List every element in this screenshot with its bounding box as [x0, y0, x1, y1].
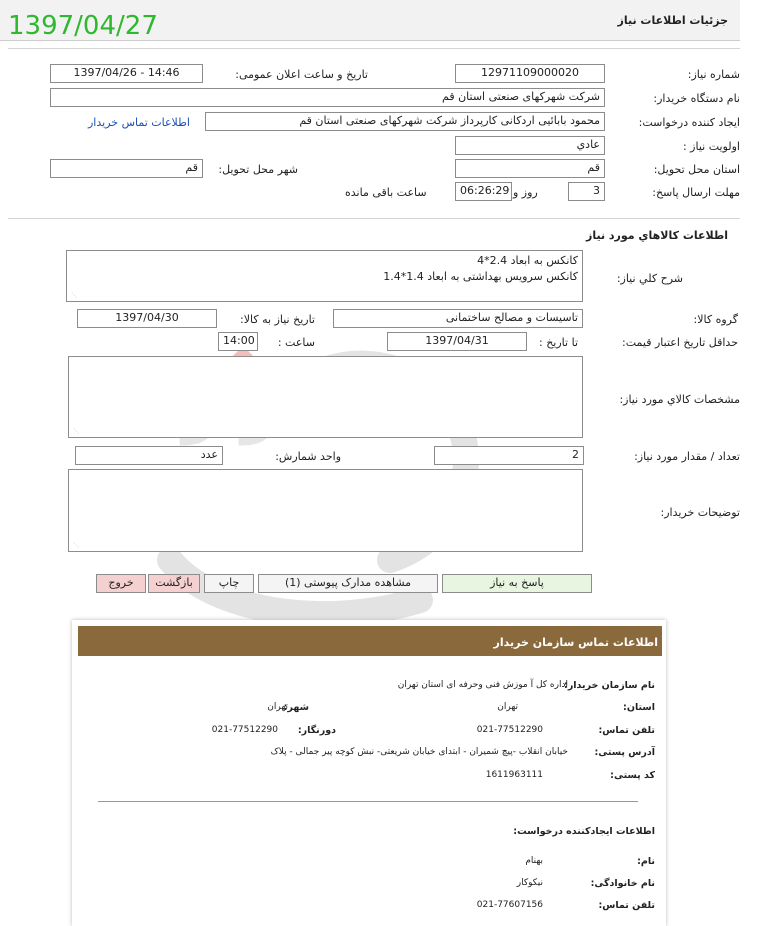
city-field[interactable]: قم — [50, 159, 203, 178]
contact-city-value: تهران — [267, 702, 288, 712]
city-label: شهر محل تحویل: — [218, 163, 298, 176]
validity-date-field[interactable]: 1397/04/31 — [387, 332, 527, 351]
contact-divider — [98, 801, 638, 802]
buyer-org-label: نام دستگاه خریدار: — [653, 92, 740, 105]
contact-fax-label: دورنگار: — [297, 725, 336, 736]
time-left-field[interactable]: 06:26:29 — [455, 182, 512, 201]
contact-phone-value: 021-77512290 — [476, 725, 543, 735]
creator-phone-label: تلفن تماس: — [598, 900, 655, 911]
contact-province-label: استان: — [623, 702, 655, 713]
creator-name-value: بهنام — [525, 856, 543, 866]
need-number-label: شماره نیاز: — [687, 68, 740, 81]
buyer-org-field[interactable]: شرکت شهرکهای صنعتی استان قم — [50, 88, 605, 107]
requester-label: ایجاد کننده درخواست: — [638, 116, 740, 129]
view-docs-button[interactable]: مشاهده مدارک پیوستی (1) — [258, 574, 438, 593]
specs-textarea[interactable]: ⋰ — [68, 356, 583, 438]
qty-field[interactable]: 2 — [434, 446, 584, 465]
goods-divider — [8, 218, 740, 219]
priority-field[interactable]: عادي — [455, 136, 605, 155]
unit-field[interactable]: عدد — [75, 446, 223, 465]
province-label: استان محل تحویل: — [653, 163, 740, 176]
need-date-label: تاریخ نیاز به کالا: — [240, 313, 315, 326]
announce-field[interactable]: 1397/04/26 - 14:46 — [50, 64, 203, 83]
buyer-contact-link[interactable]: اطلاعات تماس خریدار — [88, 116, 190, 129]
deadline-label: مهلت ارسال پاسخ: — [652, 186, 740, 199]
contact-fax-value: 021-77512290 — [211, 725, 278, 735]
notes-textarea[interactable]: ⋰ — [68, 469, 583, 552]
back-button[interactable]: بازگشت — [148, 574, 200, 593]
requester-field[interactable]: محمود بابائیی اردکانی کارپرداز شرکت شهرکهای صنعتی استان قم — [205, 112, 605, 131]
contact-address-label: آدرس پستی: — [594, 747, 655, 758]
print-button[interactable]: چاپ — [204, 574, 254, 593]
page-title: جزئیات اطلاعات نیاز — [617, 14, 728, 27]
creator-section-title: اطلاعات ایجادکننده درخواست: — [513, 826, 655, 837]
contact-title: اطلاعات تماس سازمان خریدار — [493, 636, 658, 649]
creator-phone-value: 021-77607156 — [476, 900, 543, 910]
announce-label: تاریخ و ساعت اعلان عمومی: — [235, 68, 368, 81]
deadline-days-field[interactable]: 3 — [568, 182, 605, 201]
contact-phone-label: تلفن تماس: — [598, 725, 655, 736]
priority-label: اولویت نیاز : — [682, 140, 740, 153]
qty-label: تعداد / مقدار مورد نیاز: — [634, 450, 740, 463]
specs-label: مشخصات کالاي مورد نیاز: — [619, 393, 740, 406]
need-date-field[interactable]: 1397/04/30 — [77, 309, 217, 328]
desc-line-1: کانکس به ابعاد 2.4*4 — [477, 254, 578, 267]
desc-textarea[interactable]: کانکس به ابعاد 2.4*4 کانکس سرویس بهداشتی به ابعاد 1.4*1.4 ⋰ — [66, 250, 583, 302]
remaining-word: ساعت باقی مانده — [345, 186, 427, 199]
group-label: گروه کالا: — [693, 313, 738, 326]
days-word: روز و — [513, 186, 538, 199]
hour-label: ساعت : — [277, 336, 315, 349]
date-stamp: 1397/04/27 — [8, 11, 158, 41]
contact-postal-value: 1611963111 — [485, 770, 543, 780]
until-label: تا تاریخ : — [539, 336, 578, 349]
contact-city-label: شهر: — [283, 702, 309, 713]
contact-province-value: تهران — [497, 702, 518, 712]
contact-org-value: اداره کل آ موزش فنی وحرفه ای استان تهران — [397, 680, 568, 690]
contact-org-label: نام سازمان خریدار: — [564, 680, 655, 691]
notes-label: توضیحات خریدار: — [660, 506, 740, 519]
province-field[interactable]: قم — [455, 159, 605, 178]
contact-postal-label: کد پستی: — [610, 770, 655, 781]
group-field[interactable]: تاسیسات و مصالح ساختمانی — [333, 309, 583, 328]
creator-family-value: نیکوکار — [516, 878, 543, 888]
desc-line-2: کانکس سرویس بهداشتی به ابعاد 1.4*1.4 — [383, 270, 578, 283]
creator-family-label: نام خانوادگی: — [590, 878, 655, 889]
hour-field[interactable]: 14:00 — [218, 332, 258, 351]
validity-label: حداقل تاریخ اعتبار قیمت: — [622, 336, 738, 349]
desc-label: شرح کلي نیاز: — [616, 272, 683, 285]
unit-label: واحد شمارش: — [275, 450, 341, 463]
goods-section-title: اطلاعات کالاهاي مورد نیاز — [586, 229, 728, 242]
reply-button[interactable]: پاسخ به نیاز — [442, 574, 592, 593]
exit-button[interactable]: خروج — [96, 574, 146, 593]
contact-card — [72, 620, 666, 926]
creator-name-label: نام: — [637, 856, 655, 867]
contact-address-value: خیابان انقلاب -پیچ شمیران - ابتدای خیابان شریعتی- نبش کوچه پیر جمالی - پلاک — [270, 747, 568, 757]
need-number-field[interactable]: 1297110900002​0 — [455, 64, 605, 83]
